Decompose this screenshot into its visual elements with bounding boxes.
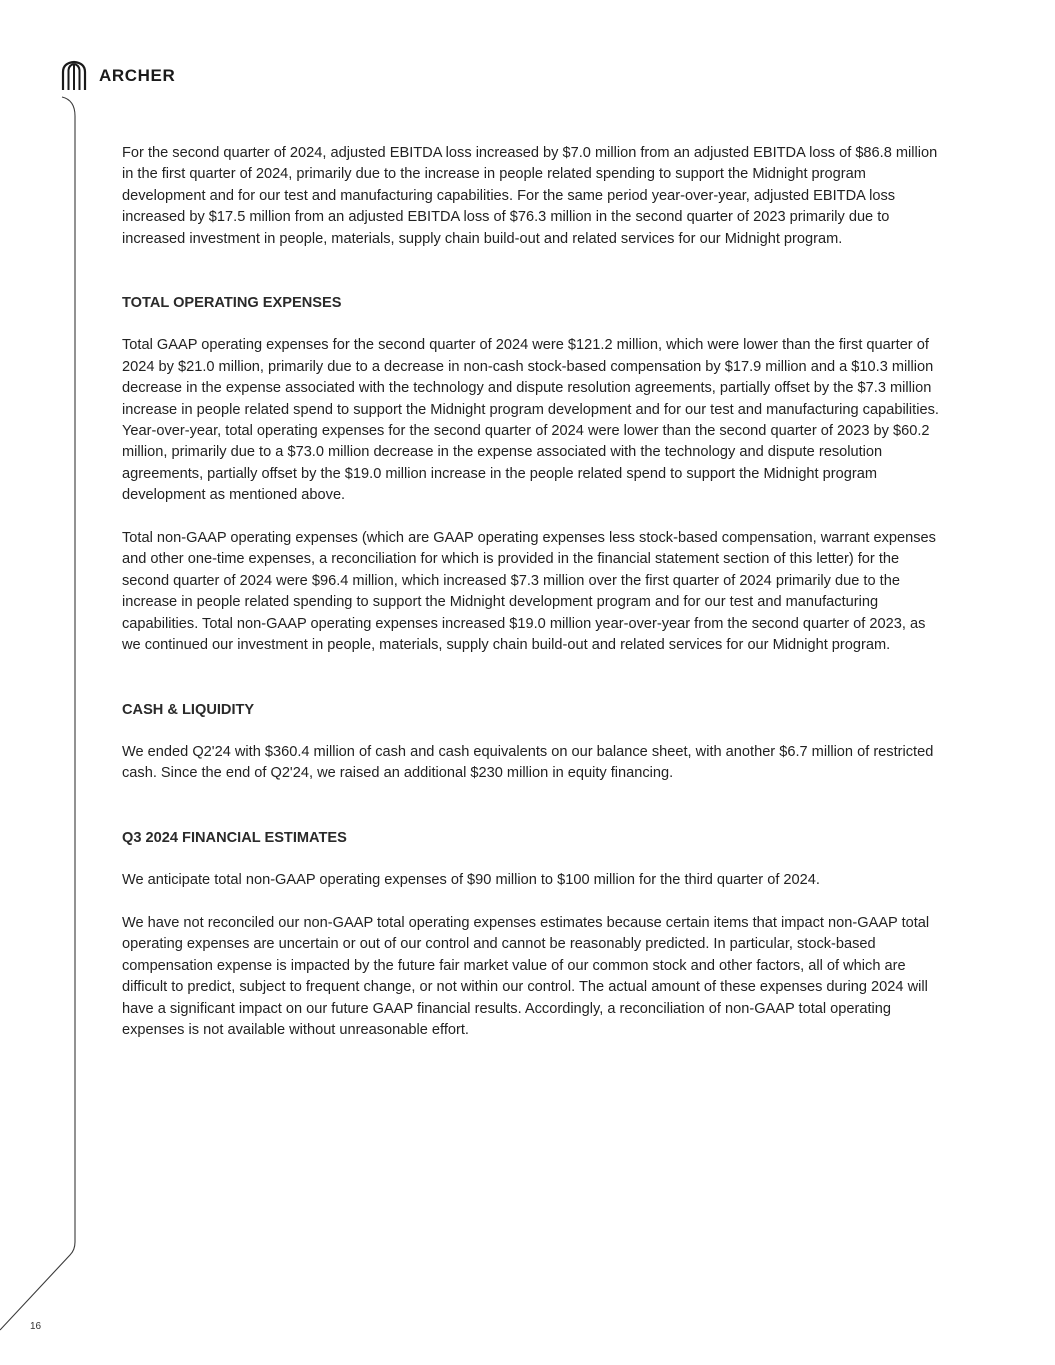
gaap-opex-paragraph: Total GAAP operating expenses for the second quarter of 2024 were $121.2 million, which were lower than the first quarter of 2024 by $21.0 million, primarily due to a decrease in non-cash stock-based compensation by $17.9 million and a $10.3 million decrease in the expense associated with the technology and dispute resolution agreements, partially offset by the $7.3 million increase in people related spend to support the Midnight program development and for our test and manufacturing capabilities. Year-over-year, total operating expenses for the second quarter of 2024 were lower than the second quarter of 2023 by $60.2 million, primarily due to a $73.0 million decrease in the expense associated with the technology and dispute resolution agreements, partially offset by the $19.0 million increase in the people related spend to support the Midnight program development as mentioned above. — [122, 337, 939, 504]
estimate-paragraph: We anticipate total non-GAAP operating expenses of $90 million to $100 million for the third quarter of 2024. — [122, 872, 820, 889]
financial-estimates-heading: Q3 2024 FINANCIAL ESTIMATES — [122, 829, 347, 846]
operating-expenses-heading: TOTAL OPERATING EXPENSES — [122, 295, 342, 312]
document-body — [122, 143, 942, 1041]
non-gaap-opex-paragraph: Total non-GAAP operating expenses (which are GAAP operating expenses less stock-based compensation, warrant expenses and other one-time expenses, a reconciliation for which is provided in the financial statement section of this letter) for the second quarter of 2024 were $96.4 million, which increased $7.3 million over the first quarter of 2024 primarily due to the increase in people related spending to support the Midnight development program and for our test and manufacturing capabilities. Total non-GAAP operating expenses increased $19.0 million year-over-year from the second quarter of 2023, as we continued our investment in people, materials, supply chain build-out and related services for our Midnight program. — [122, 530, 936, 654]
cash-liquidity-heading: CASH & LIQUIDITY — [122, 701, 255, 718]
reconciliation-paragraph: We have not reconciled our non-GAAP total operating expenses estimates because certain items that impact non-GAAP total operating expenses are uncertain or out of our control and cannot be reasonably predicted. In particular, stock-based compensation expense is impacted by the future fair market value of our common stock and other factors, all of which are difficult to predict, subject to frequent change, or not within our control. The actual amount of these expenses during 2024 will have a significant impact on our future GAAP financial results. Accordingly, a reconciliation of non-GAAP total operating expenses is not available without unreasonable effort. — [122, 914, 930, 1038]
adjusted-ebitda-paragraph: For the second quarter of 2024, adjusted EBITDA loss increased by $7.0 million from an adjusted EBITDA loss of $86.8 million in the first quarter of 2024, primarily due to the increase in people related spending to support the Midnight program development and for our test and manufacturing capabilities. For the same period year-over-year, adjusted EBITDA loss increased by $17.5 million from an adjusted EBITDA loss of $76.3 million in the second quarter of 2023 primarily due to increased investment in people, materials, supply chain build-out and related services for our Midnight program. — [122, 145, 938, 247]
cash-paragraph: We ended Q2'24 with $360.4 million of cash and cash equivalents on our balance sheet, with another $6.7 million of restricted cash. Since the end of Q2'24, we raised an additional $230 million in equity financing. — [122, 743, 934, 782]
page-number: 16 — [30, 1321, 42, 1332]
archer-logo — [60, 60, 175, 92]
logo-wordmark: ARCHER — [99, 66, 176, 85]
archer-wing-icon — [60, 60, 90, 92]
